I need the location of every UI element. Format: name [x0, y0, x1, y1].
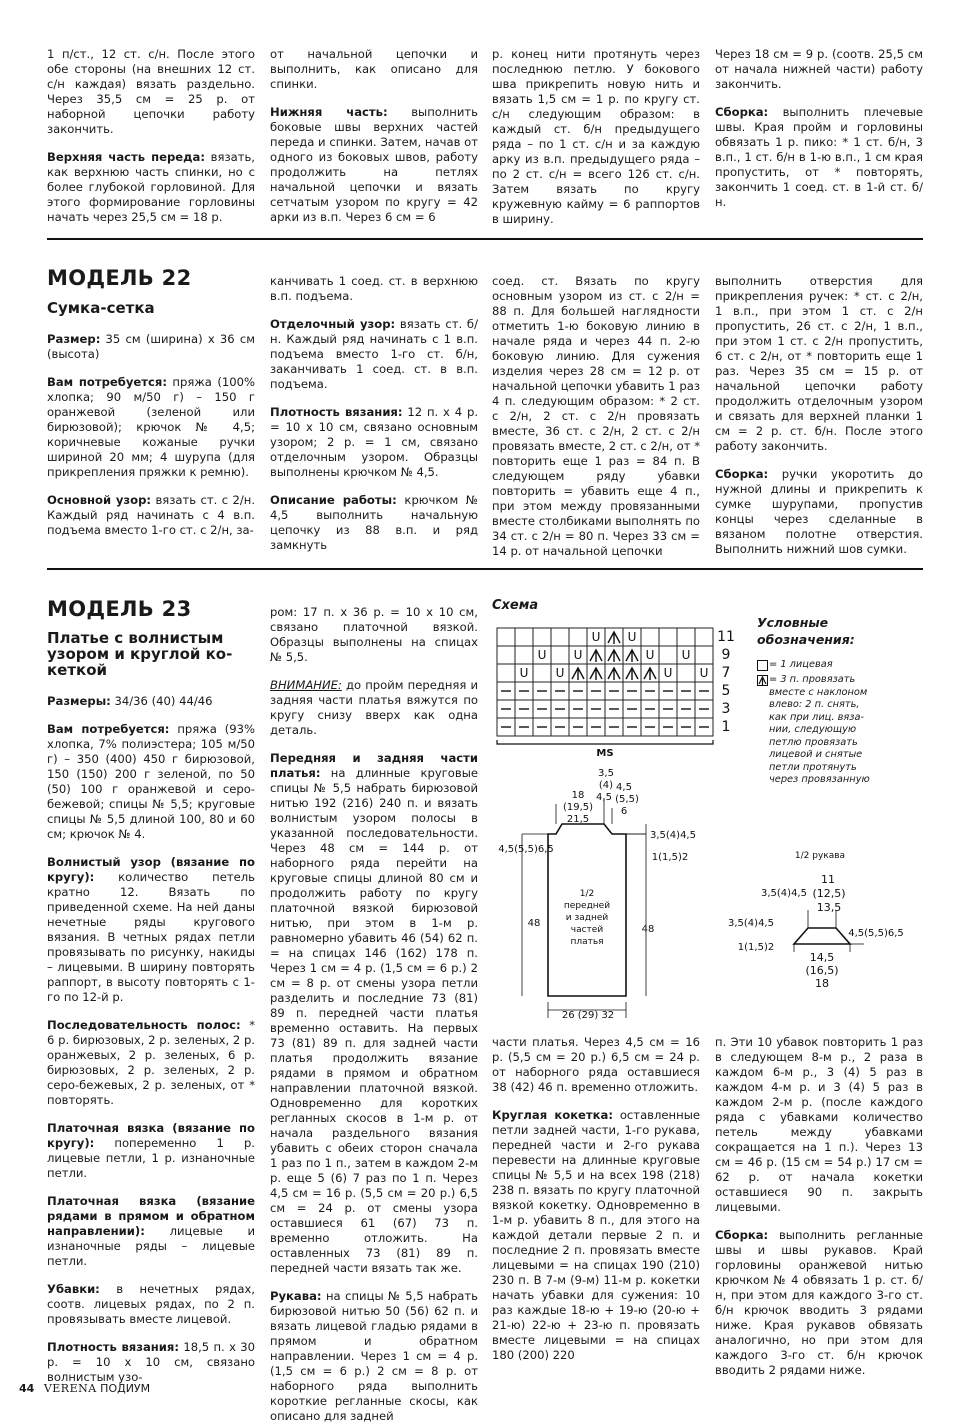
legend-line: как при лиц. вяза-	[769, 711, 864, 723]
pattern-center-label: 1/2	[579, 889, 595, 899]
heading: Размеры:	[47, 694, 111, 708]
subtitle-line: узором и круглой ко-	[47, 645, 233, 663]
attention-label: ВНИМАНИЕ:	[270, 678, 342, 692]
knitting-chart	[496, 624, 746, 758]
heading: Сборка:	[715, 1228, 769, 1242]
legend-knit: = 1 лицевая	[769, 659, 833, 670]
schema-title: Схема	[492, 598, 539, 613]
text: * 6 р. бирюзовых, 2 р. зеленых, 2 р. оранжевых, 2 р. зеленых, 6 р. бирюзовых, 2 р. зеленых, 2 р. серо-бежевых, 2 р. зеленых, от * повторять.	[47, 1018, 255, 1107]
text: Через 18 см = 9 р. (соотв. 25,5 см от начала нижней части) работу закончить.	[715, 47, 923, 91]
heading: Платочная вязка (вязание рядами в прямом и обратном направлении):	[47, 1194, 255, 1238]
decrease-symbol	[608, 668, 620, 680]
yarnover-symbol: U	[681, 648, 691, 662]
heading: Нижняя часть:	[270, 105, 388, 119]
magazine-brand: VERENA	[43, 1382, 97, 1395]
text: от начальной цепочки и выполнить, как описано для спинки.	[270, 47, 478, 91]
text: 34/36 (40) 44/46	[110, 694, 213, 708]
measure: 14,5	[809, 951, 835, 964]
row-number: 9	[721, 647, 731, 663]
heading: Верхняя часть переда:	[47, 150, 205, 164]
text: канчивать 1 соед. ст. в верхнюю в.п. подъема.	[270, 274, 478, 303]
legend-line: петлю провязать	[769, 736, 858, 748]
decrease-symbol	[626, 650, 638, 662]
measure: 1(1,5)2	[737, 942, 775, 953]
knit-stitch-icon	[757, 660, 768, 671]
decrease-icon	[757, 675, 768, 686]
measure: 4,5	[596, 792, 612, 803]
heading: Сборка:	[715, 105, 769, 119]
heading: Сборка:	[715, 467, 769, 481]
chart-grid	[497, 628, 713, 736]
yarnover-symbol: U	[627, 630, 637, 644]
row-number: 3	[721, 701, 731, 717]
page-number: 44	[19, 1382, 35, 1395]
yarnover-symbol: U	[699, 666, 709, 680]
text: выполнить отверстия для прикрепления ручек: * ст. с 2/н, 1 в.п., при этом 1 ст. с 2/н пропустить, 26 ст. с 2/н, 1 в.п., при этом 1 ст. с 2/н пропустить, 6 ст. с 2/н, от * повторить еще 1 раз. Через 35 см = 15 р. от начальной цепочки работу продолжить отделочным узором и связать для верхней планки 1 см = 2 р. ст. б/н. После этого работу закончить.	[715, 274, 923, 453]
text: части платья. Через 4,5 см = 16 р. (5,5 см = 20 р.) 6,5 см = 24 р. от наборного ряда оставшиеся 38 (42) 46 п. временно отложить.	[492, 1035, 700, 1094]
m22-column-1	[47, 332, 255, 538]
top-column-3	[492, 47, 700, 227]
text: в нечетных рядах, соотв. лицевых рядах, по 2 п. провязывать вместе лицевой.	[47, 1282, 255, 1326]
heading: Круглая кокетка:	[492, 1108, 613, 1122]
m23-column-2	[270, 605, 478, 1424]
pattern-center-label: платья	[570, 937, 604, 947]
legend-title-line: обозначения:	[757, 632, 855, 647]
repeat-label: MS	[596, 748, 614, 758]
chart-repeat-bracket	[497, 740, 713, 744]
text: пряжа (93% хлопка, 7% полиэстера; 105 м/50 г) – 350 (400) 450 г бирюзовой, 150 (150) 200 г зеленой, по 50 (50) 100 г оранжевой и серо-бежевой; спицы № 5,5; круговые спицы № 5,5 длиной 100, 80 и 60 см; крючок № 4.	[47, 722, 255, 841]
measure: 18	[815, 977, 829, 990]
m22-column-3	[492, 274, 700, 559]
row-number: 5	[721, 683, 731, 699]
page-footer	[19, 1382, 150, 1395]
m23-column-3	[492, 1035, 700, 1363]
text: вязать, как верхнюю часть спинки, но с более глубокой горловиной. Для этого формирование горловины начать через 25,5 см = 18 р.	[47, 150, 255, 224]
decrease-symbol	[572, 668, 584, 680]
m22-column-4	[715, 274, 923, 557]
measure: 3,5(4)4,5	[650, 830, 696, 841]
model-22-title: МОДЕЛЬ 22	[47, 266, 192, 290]
measure: (4)	[598, 780, 614, 791]
measure: 3,5	[598, 768, 614, 779]
heading: Описание работы:	[270, 493, 397, 507]
pattern-center-label: и задней	[565, 913, 609, 923]
heading: Размер:	[47, 332, 101, 346]
model-23-title: МОДЕЛЬ 23	[47, 597, 192, 621]
text: выполнить боковые швы верхних частей переда и спинки. Затем, начав от одного из боковых швов, работу продолжить на петлях начальной цепочки и вязать сетчатым узором по кругу = 42 арки из в.п. Через 6 см = 6	[270, 105, 478, 224]
pattern-center-label: передней	[563, 901, 611, 911]
row-number: 11	[717, 629, 735, 645]
text: соед. ст. Вязать по кругу основным узором из ст. с 2/н = 88 п. Для большей наглядности отметить 1-ю боковую линию в начале ряда и через 44 п. 2-ю боковую линию. Для сужения изделия через 28 см = 12 р. от начальной цепочки убавить 1 раз 4 п. следующим образом: * 2 ст. с 2/н, 2 ст. с 2/н провязать вместе, 36 ст. с 2/н, 2 ст. с 2/н провязать вместе, 2 ст. с 2/н, от * повторить еще 1 раз = 84 п. В следующем ряду убавки повторить = убавить еще 4 п., при этом между провязанными вместе столбиками выполнять по 34 ст. с 2/н = 80 п. Через 33 см = 14 р. от начальной цепочки	[492, 274, 700, 558]
text: ром: 17 п. х 36 р. = 10 х 10 см, связано платочной вязкой. Образцы выполнены на спицах № 5,5.	[270, 605, 478, 664]
top-column-2	[270, 47, 478, 225]
text: выполнить регланные швы и швы рукавов. Край горловины оранжевой нитью крючком № 4 обвязать 1 р. ст. б/н, при этом для каждого 3-го ст. б/н крючок вводить 3 рядами ниже. Края рукавов обвязать аналогично, но при этом для каждого 3-го ст. б/н крючок вводить 2 рядами ниже.	[715, 1228, 923, 1377]
sleeve-pattern	[724, 840, 924, 1000]
text: крючком № 4,5 выполнить начальную цепочку из 88 в.п. и ряд замкнуть	[270, 493, 478, 552]
legend-title	[757, 614, 855, 648]
heading: Плотность вязания:	[270, 405, 403, 419]
text: попеременно 1 р. лицевые петли, 1 р. изнаночные петли.	[47, 1136, 255, 1180]
heading: Передняя и задняя части платья:	[270, 751, 478, 780]
model-23-subtitle	[47, 630, 257, 678]
decrease-symbol	[590, 668, 602, 680]
measure: 21,5	[566, 814, 590, 825]
measure: 3,5(4)4,5	[761, 888, 807, 899]
legend-title-line: Условные	[757, 615, 829, 630]
front-back-pattern	[496, 762, 696, 1024]
measure: 1(1,5)2	[651, 852, 689, 863]
text: ручки укоротить до нужной длины и прикрепить к сумке шурупами, пропустив концы через сделанные в вязаном полотне отверстия. Выполнить нижний шов сумки.	[715, 467, 923, 556]
text: вязать ст. б/н. Каждый ряд начинать с 1 в.п. подъема вместо 1-го ст. б/н, заканчивать 1 соед. ст. в в.п. подъема.	[270, 317, 478, 391]
magazine-brand-suffix: ПОДИУМ	[100, 1382, 151, 1395]
chart-decrease-symbols	[572, 632, 656, 680]
text: р. конец нити протянуть через последнюю петлю. У бокового шва прикрепить новую нить и вязать 1,5 см = 1 р. по кругу ст. с/н следующим образом: в каждый ст. б/н предыдущего ряда – по 1 ст. с/н и за каждую арку из в.п. предыдущего ряда – по 2 ст. с/н = всего 126 ст. с/н. Затем вязать по кругу кружевную кайму = 6 раппортов в ширину.	[492, 47, 700, 226]
measure: 13,5	[816, 901, 842, 914]
m23-column-1	[47, 694, 255, 1385]
legend-line: петли протянуть	[769, 761, 857, 773]
measure: 4,5(5,5)6,5	[498, 844, 554, 855]
measure: 11	[821, 873, 835, 886]
measure: 18	[571, 790, 585, 801]
sleeve-title: 1/2 рукава	[794, 851, 846, 861]
heading: Отделочный узор:	[270, 317, 396, 331]
legend-decrease	[769, 674, 870, 787]
yarnover-symbol: U	[537, 648, 547, 662]
subtitle-line: Платье с волнистым	[47, 629, 224, 647]
yarnover-symbol: U	[555, 666, 565, 680]
section-divider	[47, 568, 923, 570]
yarnover-symbol: U	[573, 648, 583, 662]
text: оставленные петли задней части, 1-го рукава, передней части и 2-го рукава перевести на длинные круговые спицы № 5,5 и на всех 198 (218) 238 п. вязать по кругу платочной вязкой кокетку. Одновременно в 1-м р. убавить 8 п., для этого на каждой детали первые 2 п. и последние 2 п. провязать вместе лицевыми = на спицах 190 (210) 230 п. В 7-м (9-м) 11-м р. кокетки начать убавки для сужения: 10 раз каждые 18-ю + 19-ю (20-ю + 21-ю) 22-ю + 23-ю п. провязать вместе лицевыми = на спицах 180 (200) 220	[492, 1108, 700, 1362]
legend-line: нии, следующую	[769, 724, 857, 735]
measure: (5,5)	[615, 794, 639, 805]
text: 35 см (ширина) х 36 см (высота)	[47, 332, 255, 361]
subtitle-line: кеткой	[47, 661, 108, 679]
measure: (12,5)	[812, 887, 846, 900]
heading: Рукава:	[270, 1289, 322, 1303]
legend-line: через провязанную	[769, 774, 870, 785]
measure: 6	[620, 806, 628, 817]
yarnover-symbol: U	[519, 666, 529, 680]
heading: Вам потребуется:	[47, 375, 167, 389]
model-22-subtitle: Сумка-сетка	[47, 299, 155, 317]
yarnover-symbol: U	[645, 648, 655, 662]
text: на спицы № 5,5 набрать бирюзовой нитью 50 (56) 62 п. и вязать лицевой гладью рядами в прямом и обратном направлении. Через 1 см = 4 р. (1,5 см = 6 р.) 2 см = 8 р. от наборного ряда выполнить короткие регланные скосы, как описано для задней	[270, 1289, 478, 1423]
heading: Последовательность полос:	[47, 1018, 241, 1032]
yarnover-symbol: U	[663, 666, 673, 680]
sleeve-outline	[794, 928, 850, 944]
legend-line: вместе с наклоном	[769, 686, 868, 698]
m23-column-4	[715, 1035, 923, 1378]
measure: (16,5)	[805, 964, 839, 977]
row-number: 7	[721, 665, 731, 681]
decrease-symbol	[608, 650, 620, 662]
m22-column-2	[270, 274, 478, 553]
legend-line: = 3 п. провязать	[769, 674, 856, 685]
decrease-symbol	[644, 668, 656, 680]
chart-row-numbers	[717, 629, 735, 735]
measure: 26 (29) 32	[561, 1010, 615, 1021]
text: пряжа (100% хлопка; 90 м/50 г) – 150 г оранжевой (зеленой или бирюзовой); крючок № 4,5; коричневые кожаные ручки шириной 20 мм; 4 шурупа (для прикрепления пряжки к ремню).	[47, 375, 255, 479]
pattern-center-label: частей	[570, 925, 604, 935]
text: 1 п/ст., 12 ст. с/н. После этого обе стороны (на внешних 12 ст. с/н каждая) вязать раздельно. Через 35,5 см = 25 р. от наборной цепочки работу закончить.	[47, 47, 255, 136]
heading: Основной узор:	[47, 493, 152, 507]
decrease-symbol	[626, 668, 638, 680]
measure: 48	[527, 918, 541, 929]
row-number: 1	[721, 719, 731, 735]
heading: Платочная вязка (вязание по кругу):	[47, 1121, 255, 1150]
heading: Убавки:	[47, 1282, 100, 1296]
text: количество петель кратно 12. Вязать по приведенной схеме. На ней даны нечетные ряды кругового вязания. В четных рядах петли провязывать по рисунку, накиды – лицевыми. В ширину повторять раппорт, в высоту повторять с 1-го по 12-й р.	[47, 870, 255, 1004]
text: 18,5 п. х 30 р. = 10 х 10 см, связано волнистым узо-	[47, 1340, 256, 1384]
measure: (19,5)	[562, 802, 594, 813]
yarnover-symbol: U	[591, 630, 601, 644]
top-column-4	[715, 47, 923, 210]
text: вязать ст. с 2/н. Каждый ряд начинать с 4 в.п. подъема вместо 1-го ст. с 2/н, за-	[47, 493, 256, 537]
text: до пройм передняя и задняя части платья вяжутся по кругу снизу вверх как одна деталь.	[270, 678, 478, 737]
decrease-symbol	[590, 650, 602, 662]
legend-line: лицевой и снятые	[769, 749, 863, 760]
section-divider	[47, 238, 923, 240]
text: на длинные круговые спицы № 5,5 набрать бирюзовой нитью 192 (216) 240 п. и вязать волнистым узором полосы в указанной последовательности. Через 48 см = 144 р. от наборного ряда перейти на круговые спицы длиной 80 см и продолжить работу по кругу платочной вязкой бирюзовой нитью, при этом в 1-м р. равномерно убавить 46 (54) 62 п. = на спицах 146 (162) 178 п. Через 1 см = 4 р. (1,5 см = 6 р.) 2 см = 8 р. от смены узора петли разделить и последние 73 (81) 89 п. передней части платья временно оставить. На первых 73 (81) 89 п. для задней части платья продолжить вязание рядами в прямом и обратном направлении платочной вязкой. Одновременно для коротких регланных скосов в 1-м р. от начала раздельного вязания убавить с обеих сторон сначала 1 раз по 1 п., затем в каждом 2-м р. еще 5 (6) 7 раз по 1 п. Через 4,5 см = 16 р. (5,5 см = 20 р.) 6,5 см = 24 р. от смены узора оставшиеся 61 (67) 73 п. временно отложить. На оставленных 73 (81) 89 п. передней части вязать так же.	[270, 766, 478, 1275]
decrease-symbol	[608, 632, 620, 644]
text: 12 п. х 4 р. = 10 х 10 см, связано основным узором; 2 р. = 1 см, связано отделочным узором. Образцы выполнены крючком № 4,5.	[270, 405, 479, 479]
measure: 3,5(4)4,5	[728, 918, 774, 929]
top-column-1	[47, 47, 255, 225]
text: п. Эти 10 убавок повторить 1 раз в следующем 8-м р., 2 раза в каждом 6-м р., 3 (4) 5 раз в каждом 4-м р. и 3 (4) 5 раз в каждом 2-м р. (после каждого ряда с убавками количество петель между убавками сокращается на 1 п.). Через 13 см = 46 р. (15 см = 54 р.) 17 см = 62 р. от начала кокетки оставшиеся 90 п. закрыть лицевыми.	[715, 1035, 923, 1214]
text: лицевые и изнаночные ряды – лицевые петли.	[47, 1224, 255, 1268]
heading: Вам потребуется:	[47, 722, 170, 736]
measure: 4,5(5,5)6,5	[848, 928, 904, 939]
legend-line: влево: 2 п. снять,	[769, 699, 860, 710]
heading: Волнистый узор (вязание по кругу):	[47, 855, 255, 884]
measure: 48	[641, 924, 655, 935]
text: выполнить плечевые швы. Края пройм и горловины обвязать 1 р. пико: * 1 ст. б/н, 3 в.п., 1 ст. б/н в 1-ю в.п., 1 см края пропустить, от * повторять, закончить 1 соед. ст. в 1-й ст. б/н.	[715, 105, 923, 209]
heading: Плотность вязания:	[47, 1340, 180, 1354]
measure: 4,5	[616, 782, 632, 793]
